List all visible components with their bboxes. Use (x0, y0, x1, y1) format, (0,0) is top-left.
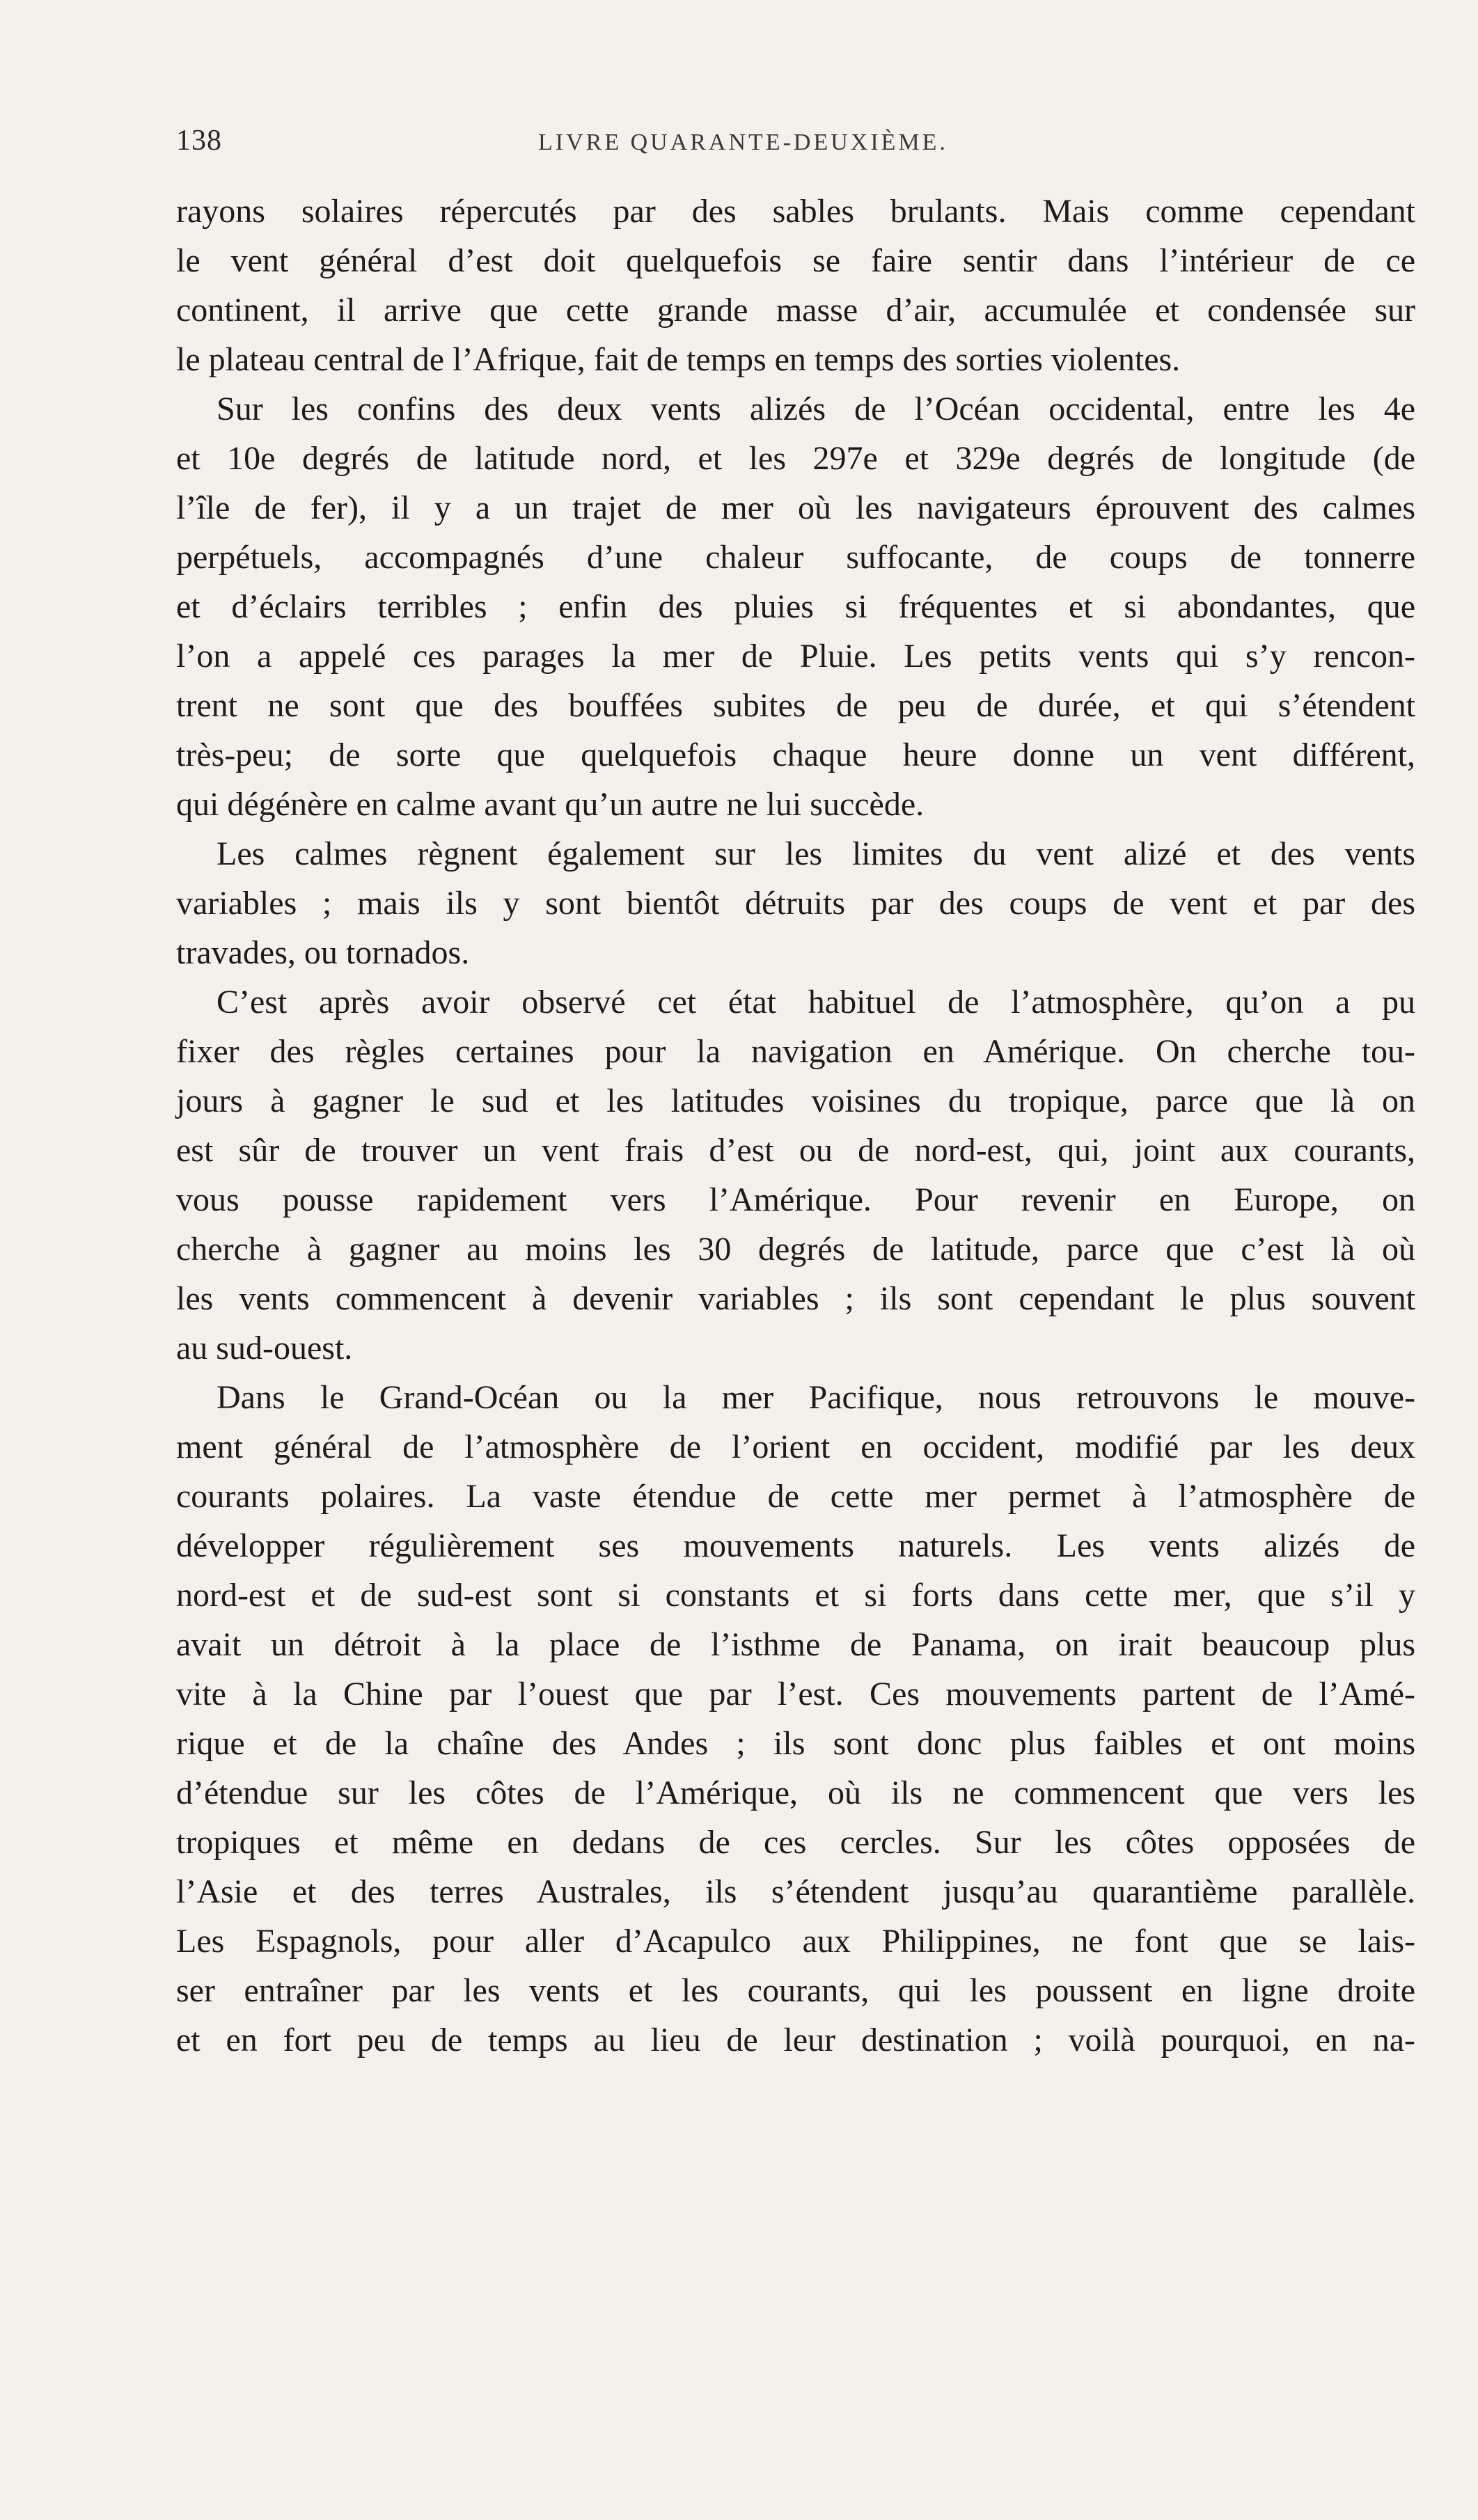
text-line: ser entraîner par les vents et les courants, qui les poussent en ligne droite (176, 1972, 1415, 2009)
text-line: rique et de la chaîne des Andes ; ils sont donc plus faibles et ont moins (176, 1725, 1415, 1762)
text-line: travades, ou tornados. (176, 934, 470, 971)
text-line: l’Asie et des terres Australes, ils s’étendent jusqu’au quarantième parallèle. (176, 1873, 1415, 1910)
text-line: au sud-ouest. (176, 1330, 353, 1367)
text-line: est sûr de trouver un vent frais d’est ou de nord-est, qui, joint aux courants, (176, 1132, 1415, 1169)
text-line: Les calmes règnent également sur les limites du vent alizé et des vents (217, 835, 1415, 872)
text-line: et 10e degrés de latitude nord, et les 297e et 329e degrés de longitude (de (176, 440, 1415, 477)
page-number: 138 (176, 125, 222, 157)
text-line: d’étendue sur les côtes de l’Amérique, où ils ne commencent que vers les (176, 1774, 1415, 1811)
text-line: courants polaires. La vaste étendue de cette mer permet à l’atmosphère de (176, 1478, 1415, 1515)
text-line: jours à gagner le sud et les latitudes voisines du tropique, parce que là on (176, 1082, 1415, 1119)
text-line: ment général de l’atmosphère de l’orient en occident, modifié par les deux (176, 1428, 1415, 1465)
text-line: C’est après avoir observé cet état habituel de l’atmosphère, qu’on a pu (217, 984, 1415, 1021)
text-line: rayons solaires répercutés par des sables brulants. Mais comme cependant (176, 193, 1415, 230)
text-line: Dans le Grand-Océan ou la mer Pacifique, nous retrouvons le mouve- (217, 1379, 1415, 1416)
text-line: le plateau central de l’Afrique, fait de temps en temps des sorties violentes. (176, 341, 1181, 378)
text-line: perpétuels, accompagnés d’une chaleur suffocante, de coups de tonnerre (176, 539, 1415, 576)
body-text (176, 187, 1415, 2065)
text-line: Les Espagnols, pour aller d’Acapulco aux Philippines, ne font que se lais- (176, 1923, 1415, 1960)
text-line: l’on a appelé ces parages la mer de Pluie. Les petits vents qui s’y rencon- (176, 638, 1415, 675)
text-line: cherche à gagner au moins les 30 degrés de latitude, parce que c’est là où (176, 1231, 1415, 1268)
text-line: développer régulièrement ses mouvements naturels. Les vents alizés de (176, 1527, 1415, 1564)
text-line: qui dégénère en calme avant qu’un autre ne lui succède. (176, 786, 925, 823)
text-line: les vents commencent à devenir variables ; ils sont cependant le plus souvent (176, 1280, 1415, 1317)
text-line: variables ; mais ils y sont bientôt détruits par des coups de vent et par des (176, 885, 1415, 922)
text-line: et d’éclairs terribles ; enfin des pluies si fréquentes et si abondantes, que (176, 588, 1415, 625)
running-title: LIVRE QUARANTE-DEUXIÈME. (538, 129, 948, 155)
text-line: vous pousse rapidement vers l’Amérique. Pour revenir en Europe, on (176, 1181, 1415, 1218)
text-line: l’île de fer), il y a un trajet de mer où les navigateurs éprouvent des calmes (176, 489, 1415, 526)
text-line: nord-est et de sud-est sont si constants et si forts dans cette mer, que s’il y (176, 1577, 1415, 1614)
text-line: vite à la Chine par l’ouest que par l’est. Ces mouvements partent de l’Amé- (176, 1676, 1415, 1712)
text-line: avait un détroit à la place de l’isthme de Panama, on irait beaucoup plus (176, 1626, 1415, 1663)
page-header (176, 124, 1415, 173)
text-line: et en fort peu de temps au lieu de leur destination ; voilà pourquoi, en na- (176, 2022, 1415, 2058)
text-line: trent ne sont que des bouffées subites de peu de durée, et qui s’étendent (176, 687, 1415, 724)
text-line: tropiques et même en dedans de ces cercles. Sur les côtes opposées de (176, 1824, 1415, 1861)
text-line: continent, il arrive que cette grande masse d’air, accumulée et condensée sur (176, 292, 1415, 329)
text-line: très-peu; de sorte que quelquefois chaque heure donne un vent différent, (176, 737, 1415, 773)
text-line: le vent général d’est doit quelquefois se faire sentir dans l’intérieur de ce (176, 242, 1415, 279)
text-line: Sur les confins des deux vents alizés de l’Océan occidental, entre les 4e (217, 391, 1415, 427)
text-line: fixer des règles certaines pour la navigation en Amérique. On cherche tou- (176, 1033, 1415, 1070)
